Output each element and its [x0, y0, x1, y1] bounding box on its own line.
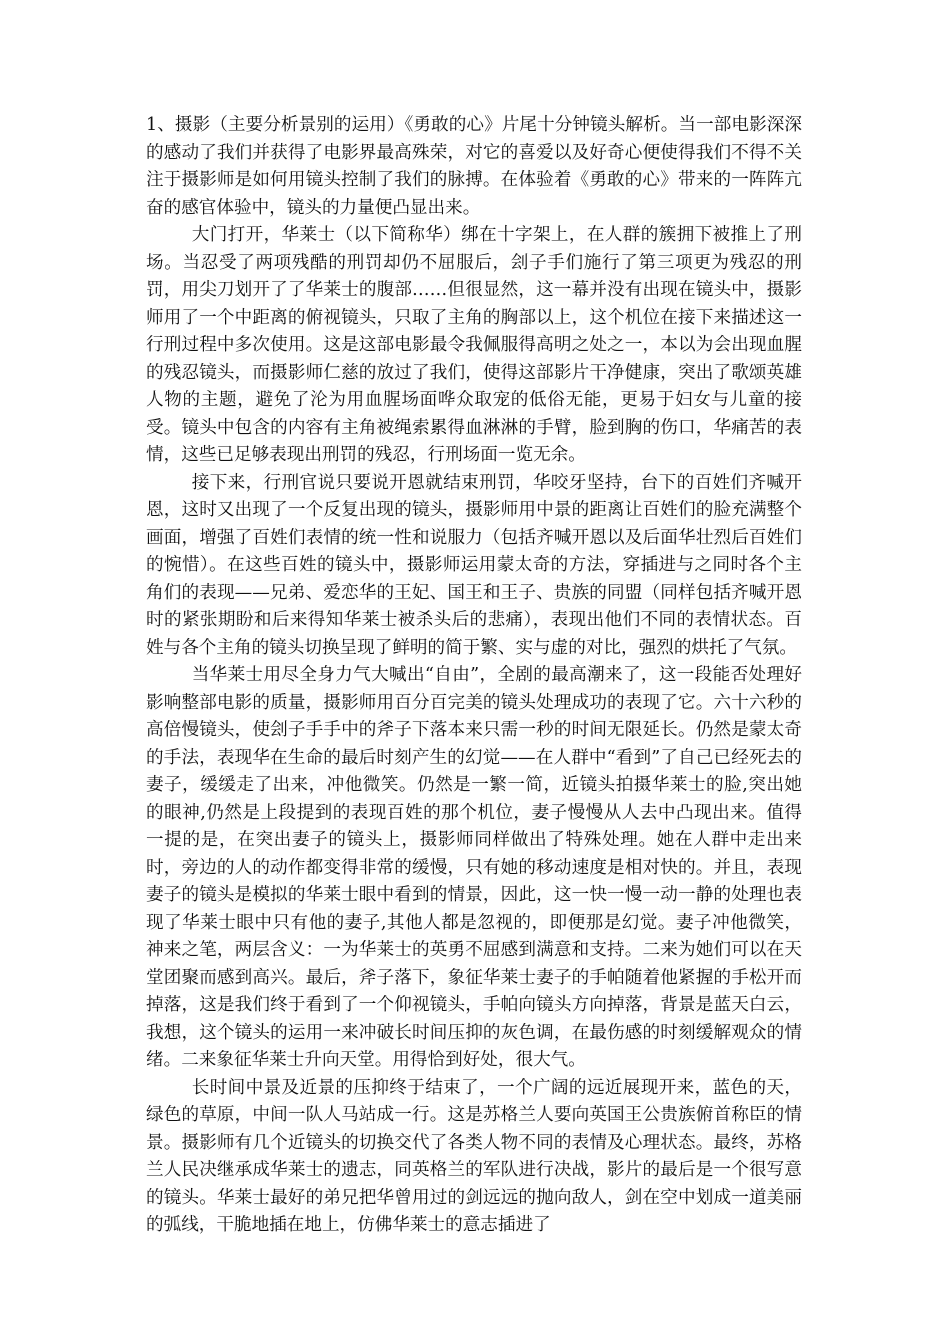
paragraph-execution-scene: 大门打开，华莱士（以下简称华）绑在十字架上，在人群的簇拥下被推上了刑场。当忍受了两项残酷的刑罚却仍不屈服后，刽子手们施行了第三项更为残忍的刑罚，用尖刀划开了了华莱士的腹部……但很显然，这一幕并没有出现在镜头中，摄影师用了一个中距离的俯视镜头，只取了主角的胸部以上，这个机位在接下来描述这一行刑过程中多次使用。这是这部电影最令我佩服得高明之处之一，本以为会出现血腥的残忍镜头，而摄影师仁慈的放过了我们，使得这部影片干净健康，突出了歌颂英雄人物的主题，避免了沦为用血腥场面哗众取宠的低俗无能，更易于妇女与儿童的接受。镜头中包含的内容有主角被绳索累得血淋淋的手臂，脸到胸的伤口，华痛苦的表情，这些已足够表现出刑罚的残忍，行刑场面一览无余。 — [146, 225, 802, 465]
document-body — [146, 112, 802, 1240]
paragraph-ending: 长时间中景及近景的压抑终于结束了，一个广阔的远近展现开来，蓝色的天，绿色的草原，中间一队人马站成一行。这是苏格兰人要向英国王公贵族俯首称臣的情景。摄影师有几个近镜头的切换交代了各类人物不同的表情及心理状态。最终，苏格兰人民决继承成华莱士的遗志，同英格兰的军队进行决战，影片的最后是一个很写意的镜头。华莱士最好的弟兄把华曾用过的剑远远的抛向敌人，剑在空中划成一道美丽的弧线，干脆地插在地上，仿佛华莱士的意志插进了 — [146, 1077, 802, 1235]
paragraph-freedom-climax: 当华莱士用尽全身力气大喊出“自由”，全剧的最高潮来了，这一段能否处理好影响整部电影的质量，摄影师用百分百完美的镜头处理成功的表现了它。六十六秒的高倍慢镜头，使刽子手手中的斧子下落本来只需一秒的时间无限延长。仍然是蒙太奇的手法，表现华在生命的最后时刻产生的幻觉——在人群中“看到”了自己已经死去的妻子，缓缓走了出来，冲他微笑。仍然是一繁一简，近镜头拍摄华莱士的脸,突出她的眼神,仍然是上段提到的表现百姓的那个机位，妻子慢慢从人去中凸现出来。值得一提的是，在突出妻子的镜头上，摄影师同样做出了特殊处理。她在人群中走出来时，旁边的人的动作都变得非常的缓慢，只有她的移动速度是相对快的。并且，表现妻子的镜头是模拟的华莱士眼中看到的情景，因此，这一快一慢一动一静的处理也表现了华莱士眼中只有他的妻子,其他人都是忽视的，即便那是幻觉。妻子冲他微笑，神来之笔，两层含义：一为华莱士的英勇不屈感到满意和支持。二来为她们可以在天堂团聚而感到高兴。最后，斧子落下，象征华莱士妻子的手帕随着他紧握的手松开而掉落，这是我们终于看到了一个仰视镜头，手帕向镜头方向掉落，背景是蓝天白云，我想，这个镜头的运用一来冲破长时间压抑的灰色调，在最伤感的时刻缓解观众的情绪。二来象征华莱士升向天堂。用得恰到好处，很大气。 — [146, 665, 802, 1070]
paragraph-intro: 1、摄影（主要分析景别的运用）《勇敢的心》片尾十分钟镜头解析。当一部电影深深的感动了我们并获得了电影界最高殊荣，对它的喜爱以及好奇心便使得我们不得不关注于摄影师是如何用镜头控制了我们的脉搏。在体验着《勇敢的心》带来的一阵阵亢奋的感官体验中，镜头的力量便凸显出来。 — [146, 115, 802, 218]
paragraph-crowd-montage: 接下来，行刑官说只要说开恩就结束刑罚，华咬牙坚持，台下的百姓们齐喊开恩，这时又出现了一个反复出现的镜头，摄影师用中景的距离让百姓们的脸充满整个画面，增强了百姓们表情的统一性和说服力（包括齐喊开恩以及后面华壮烈后百姓们的惋惜）。在这些百姓的镜头中，摄影师运用蒙太奇的方法，穿插进与之同时各个主角们的表现——兄弟、爱恋华的王妃、国王和王子、贵族的同盟（同样包括齐喊开恩时的紧张期盼和后来得知华莱士被杀头后的悲痛），表现出他们不同的表情状态。百姓与各个主角的镜头切换呈现了鲜明的简于繁、实与虚的对比，强烈的烘托了气氛。 — [146, 472, 802, 658]
